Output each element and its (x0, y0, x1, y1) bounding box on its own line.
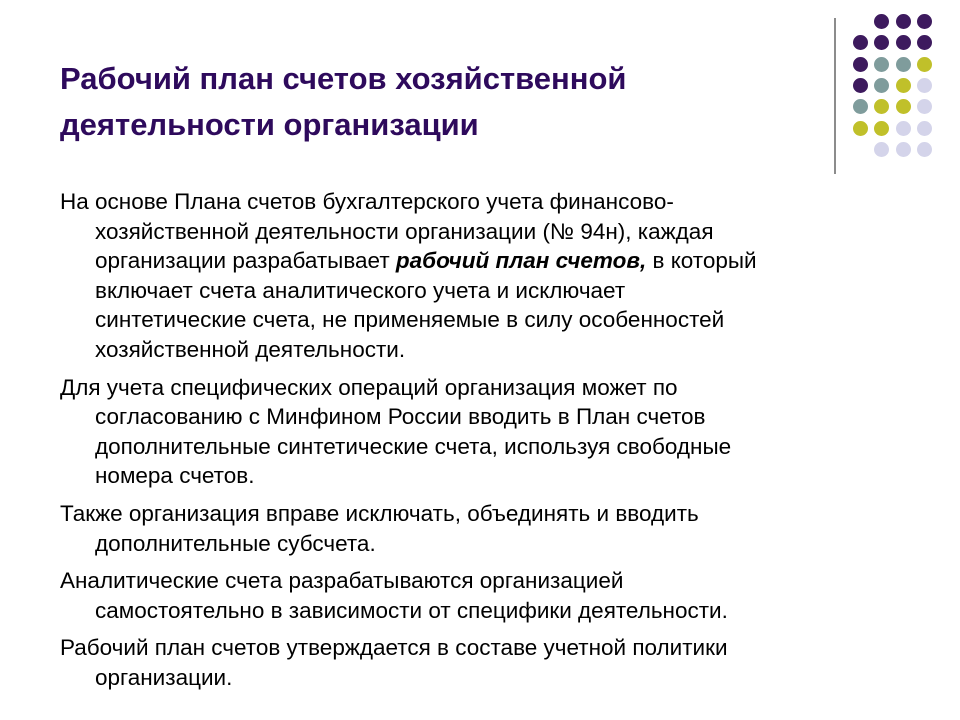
paragraph-line: дополнительные синтетические счета, используя свободные (95, 433, 732, 459)
paragraph-first-line: Аналитические счета разрабатываются организацией (60, 568, 624, 594)
decorative-dot (917, 121, 932, 136)
decorative-dot (896, 57, 911, 72)
text-run: организации разрабатывает (95, 248, 396, 274)
paragraph-line: включает счета аналитического учета и исключает (95, 277, 626, 303)
paragraph (60, 499, 880, 558)
decorative-dot (917, 99, 932, 114)
decorative-dot (874, 121, 889, 136)
decorative-dot (896, 121, 911, 136)
decorative-dot (917, 78, 932, 93)
decorative-dot (896, 78, 911, 93)
decorative-dot (853, 57, 868, 72)
title-line: Рабочий план счетов хозяйственной (60, 61, 627, 96)
paragraph-line: самостоятельно в зависимости от специфики деятельности. (95, 597, 728, 623)
text-run: в который (646, 248, 757, 274)
decorative-dot (874, 35, 889, 50)
decorative-dot (874, 78, 889, 93)
decorative-dot (917, 142, 932, 157)
paragraph (60, 566, 880, 625)
paragraph (60, 373, 880, 491)
paragraph (60, 187, 880, 365)
decorative-dot (896, 99, 911, 114)
slide-body (60, 187, 880, 701)
paragraph-line: согласованию с Минфином России вводить в План счетов (95, 404, 706, 430)
paragraph-line: хозяйственной деятельности организации (№ 94н), каждая (95, 218, 714, 244)
vertical-divider (834, 18, 836, 174)
decorative-dot (853, 121, 868, 136)
paragraph-first-line: На основе Плана счетов бухгалтерского учета финансово- (60, 189, 674, 214)
decorative-dot (853, 78, 868, 93)
paragraph-line: дополнительные субсчета. (95, 530, 376, 556)
decorative-dot (917, 57, 932, 72)
paragraph (60, 633, 880, 692)
slide-title (60, 56, 780, 148)
paragraph-first-line: Для учета специфических операций организация может по (60, 374, 678, 400)
paragraph-line: номера счетов. (95, 463, 255, 489)
decorative-dot (896, 142, 911, 157)
title-line: деятельности организации (60, 107, 479, 142)
decorative-dot (874, 142, 889, 157)
paragraph-first-line: Рабочий план счетов утверждается в составе учетной политики (60, 635, 728, 661)
decorative-dot (874, 57, 889, 72)
decorative-dot (917, 35, 932, 50)
decorative-dot-grid (853, 14, 943, 164)
paragraph-first-line: Также организация вправе исключать, объединять и вводить (60, 500, 699, 526)
paragraph-line: хозяйственной деятельности. (95, 336, 406, 362)
decorative-dot (853, 35, 868, 50)
decorative-dot (874, 14, 889, 29)
decorative-dot (896, 35, 911, 50)
decorative-dot (917, 14, 932, 29)
paragraph-line: организации. (95, 664, 233, 690)
paragraph-line: синтетические счета, не применяемые в силу особенностей (95, 307, 725, 333)
paragraph-line (60, 246, 880, 276)
decorative-dot (874, 99, 889, 114)
emphasized-term: рабочий план счетов, (395, 248, 647, 274)
decorative-dot (896, 14, 911, 29)
decorative-dot (853, 99, 868, 114)
